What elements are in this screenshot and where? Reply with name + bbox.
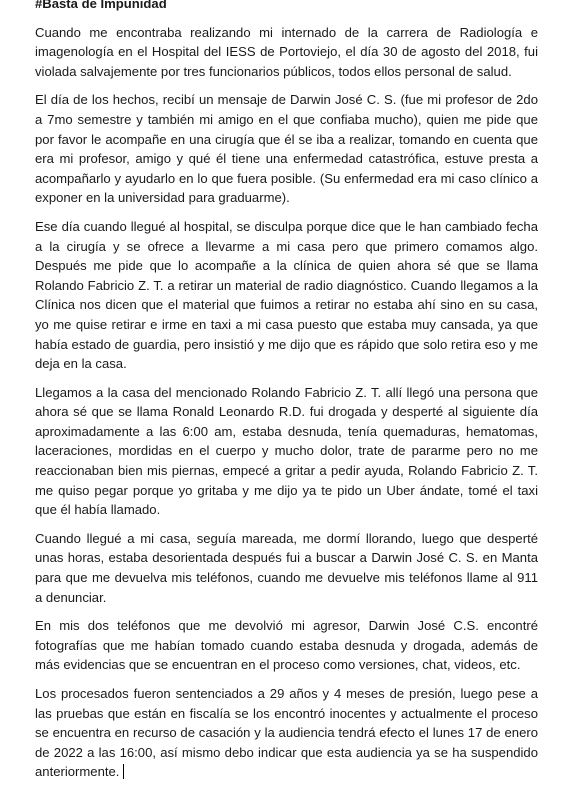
paragraph-6: En mis dos teléfonos que me devolvió mi agresor, Darwin José C.S. encontré fotografías que me habían tomado cuando estaba desnuda y drogada, además de más evidencias que se encuentran en el proceso como versiones, chat, videos, etc. <box>35 618 538 673</box>
paragraph-2: El día de los hechos, recibí un mensaje de Darwin José C. S. (fue mi profesor de 2do a 7mo semestre y también mi amigo en el que confiaba mucho), quien me pide que por favor le acompañe en una cirugía que él se iba a realizar, tomando en cuenta que era mi profesor, amigo y qué él tiene una enfermedad catastrófica, estuve presta a acompañarlo y ayudarlo en lo que fuera posible. (Su enfermedad era mi caso clínico a exponer en la universidad para graduarme). <box>35 92 538 206</box>
document-page <box>35 0 538 791</box>
text-cursor <box>123 764 124 779</box>
paragraph-3: Ese día cuando llegué al hospital, se disculpa porque dice que le han cambiado fecha a la cirugía y se ofrece a llevarme a mi casa pero que primero comamos algo. Después me pide que lo acompañe a la clínica de quien ahora sé que se llama Rolando Fabricio Z. T. a retirar un material de radio diagnóstico. Cuando llegamos a la Clínica nos dicen que el material que fuimos a retirar no estaba ahí sino en su casa, yo me quise retirar e irme en taxi a mi casa puesto que estaba muy cansada, ya que había estado de guardia, pero insistió y me dijo que es rápido que solo retira eso y me deja en la casa. <box>35 218 538 372</box>
paragraph-1: Cuando me encontraba realizando mi internado de la carrera de Radiología e imagenología en el Hospital del IESS de Portoviejo, el día 30 de agosto del 2018, fui violada salvajemente por tres funcionarios públicos, todos ellos personal de salud. <box>35 24 538 79</box>
paragraph-4: Llegamos a la casa del mencionado Rolando Fabricio Z. T. allí llegó una persona que ahora sé que se llama Ronald Leonardo R.D. fui drogada y desperté al siguiente día aproximadamente a las 6:00 am, estaba desnuda, tenía quemaduras, hematomas, laceraciones, mordidas en el cuerpo y mucho dolor, trate de pararme pero no me reaccionaban bien mis piernas, empecé a gritar a pedir ayuda, Rolando Fabricio Z. T. me quiso pegar porque yo gritaba y me dijo ya te pido un Uber ándate, tomé el taxi que él había llamado. <box>35 384 538 518</box>
paragraph-7-text: Los procesados fueron sentenciados a 29 años y 4 meses de presión, luego pese a las pruebas que están en fiscalía se los encontró inocentes y actualmente el proceso se encuentra en recurso de casación y la audiencia tendrá efecto el lunes 17 de enero de 2022 a las 16:00, así mismo debo indicar que esta audiencia ya se ha suspendido anteriormente. <box>35 686 538 780</box>
paragraph-7[interactable] <box>35 684 538 782</box>
document-heading: #Basta de Impunidad <box>35 0 167 11</box>
paragraph-5: Cuando llegué a mi casa, seguía mareada, me dormí llorando, luego que desperté unas horas, estaba desorientada después fui a buscar a Darwin José C. S. en Manta para que me devuelva mis teléfonos, cuando me devuelve mis teléfonos llame al 911 a denunciar. <box>35 530 538 605</box>
